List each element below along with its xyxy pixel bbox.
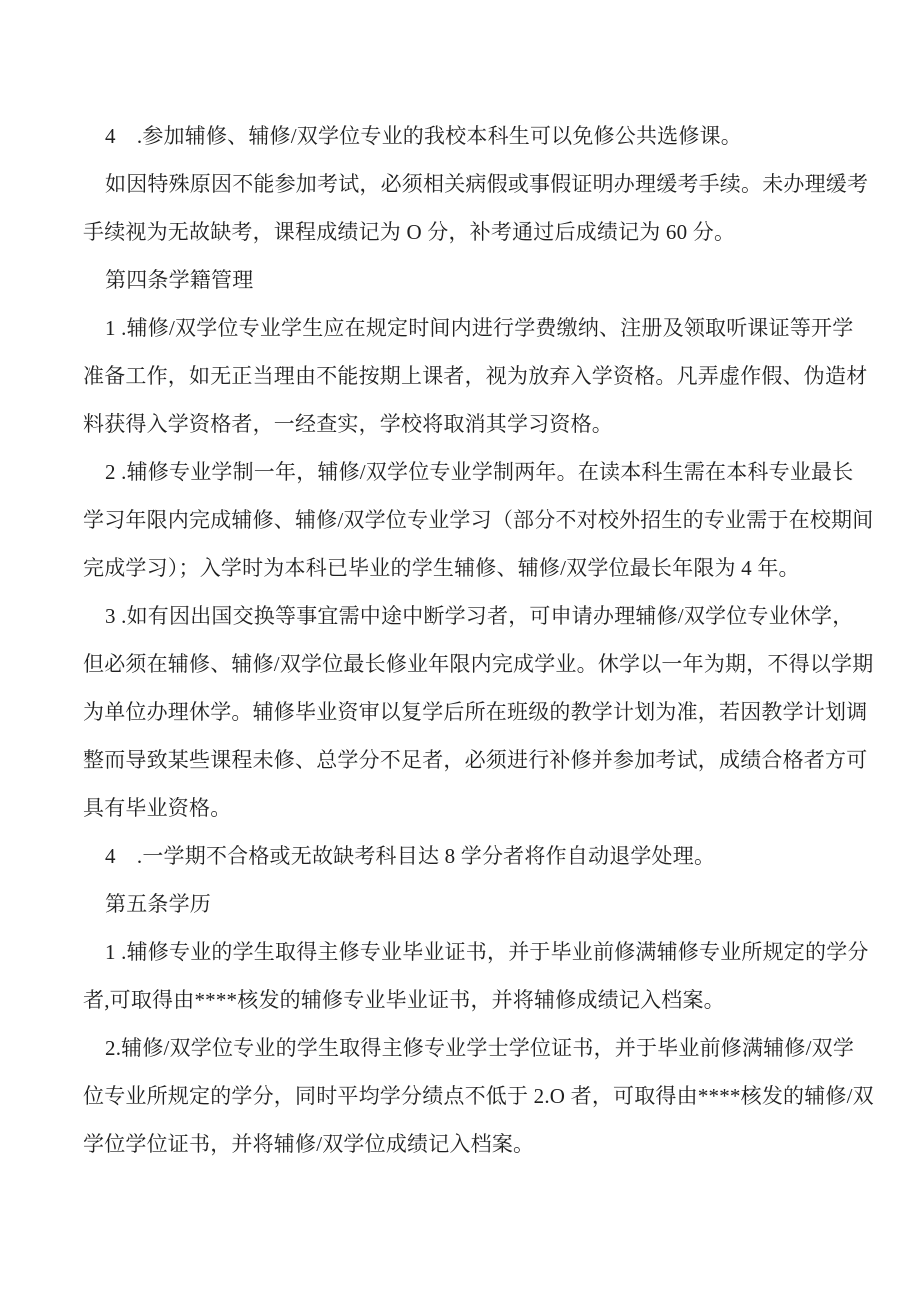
text-line: 完成学习）；入学时为本科已毕业的学生辅修、辅修/双学位最长年限为 4 年。 — [83, 556, 800, 580]
document-body — [83, 112, 874, 1168]
text-line: 位专业所规定的学分，同时平均学分绩点不低于 2.O 者，可取得由****核发的辅修/双 — [83, 1084, 874, 1108]
text-line: 手续视为无故缺考，课程成绩记为 O 分，补考通过后成绩记为 60 分。 — [83, 220, 736, 244]
text-line: 准备工作，如无正当理由不能按期上课者，视为放弃入学资格。凡弄虚作假、伪造材 — [83, 364, 868, 388]
text-line: 4 .参加辅修、辅修/双学位专业的我校本科生可以免修公共选修课。 — [105, 124, 742, 148]
text-line: 1 .辅修专业的学生取得主修专业毕业证书，并于毕业前修满辅修专业所规定的学分 — [105, 940, 869, 964]
text-line: 但必须在辅修、辅修/双学位最长修业年限内完成学业。休学以一年为期，不得以学期 — [83, 652, 874, 676]
text-line: 3 .如有因出国交换等事宜需中途中断学习者，可申请办理辅修/双学位专业休学， — [105, 604, 854, 628]
text-line: 第四条学籍管理 — [105, 268, 254, 292]
text-line: 者,可取得由****核发的辅修专业毕业证书，并将辅修成绩记入档案。 — [83, 988, 725, 1012]
text-line: 2 .辅修专业学制一年，辅修/双学位专业学制两年。在读本科生需在本科专业最长 — [105, 460, 854, 484]
text-line: 学位学位证书，并将辅修/双学位成绩记入档案。 — [83, 1132, 535, 1156]
text-line: 料获得入学资格者，一经查实，学校将取消其学习资格。 — [83, 412, 613, 436]
text-line: 第五条学历 — [105, 892, 211, 916]
text-line: 1 .辅修/双学位专业学生应在规定时间内进行学费缴纳、注册及领取听课证等开学 — [105, 316, 854, 340]
text-line: 学习年限内完成辅修、辅修/双学位专业学习（部分不对校外招生的专业需于在校期间 — [83, 508, 874, 532]
text-line: 如因特殊原因不能参加考试，必须相关病假或事假证明办理缓考手续。未办理缓考 — [105, 172, 869, 196]
text-line: 整而导致某些课程未修、总学分不足者，必须进行补修并参加考试，成绩合格者方可 — [83, 748, 868, 772]
text-line: 为单位办理休学。辅修毕业资审以复学后所在班级的教学计划为准，若因教学计划调 — [83, 700, 868, 724]
text-line: 2.辅修/双学位专业的学生取得主修专业学士学位证书，并于毕业前修满辅修/双学 — [105, 1036, 855, 1060]
text-line: 具有毕业资格。 — [83, 796, 232, 820]
text-line: 4 .一学期不合格或无故缺考科目达 8 学分者将作自动退学处理。 — [105, 844, 716, 868]
